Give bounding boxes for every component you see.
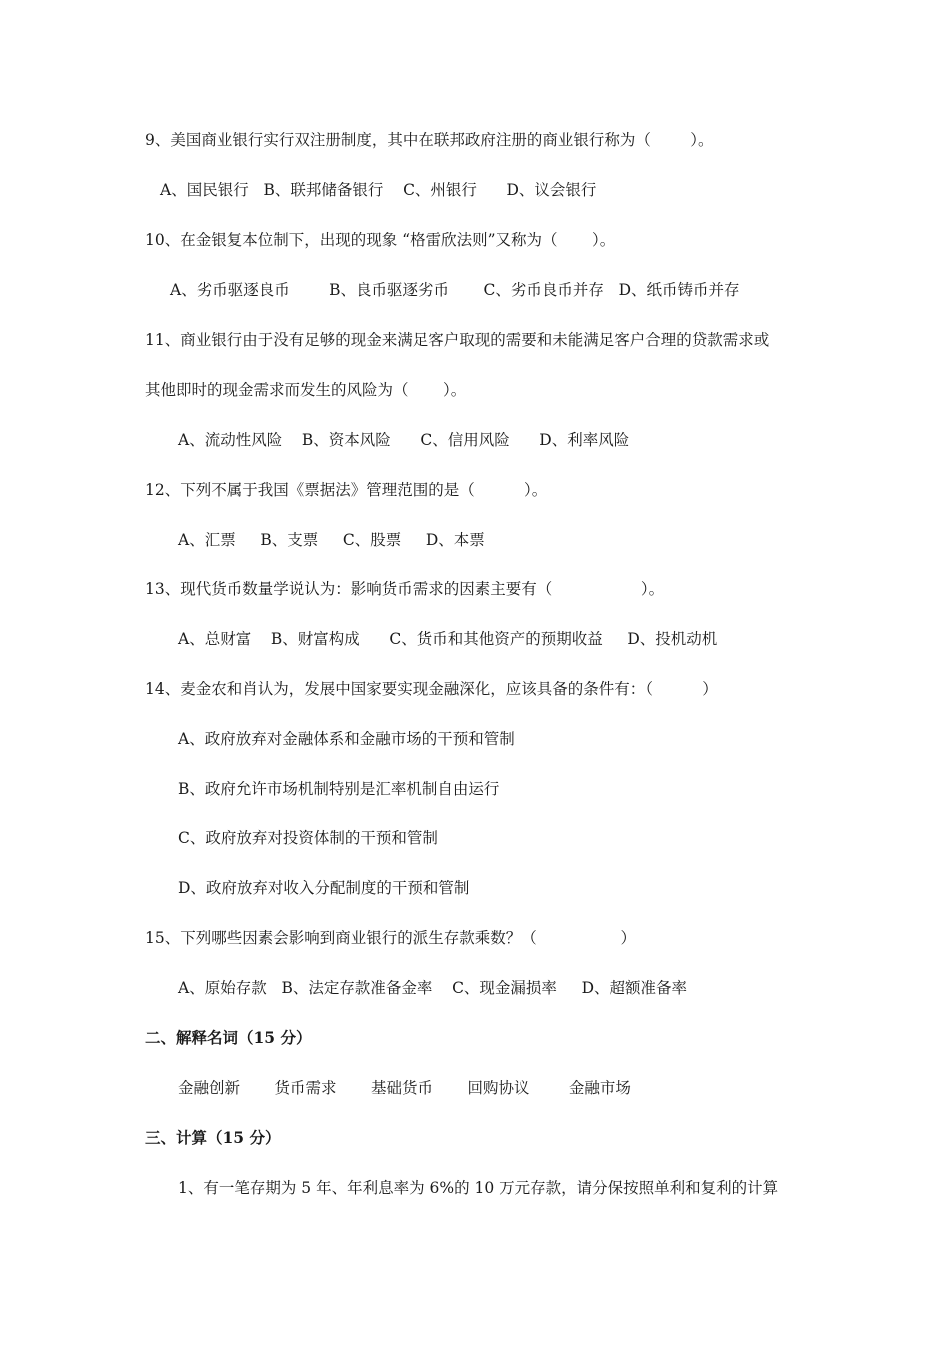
section-2-heading: 二、解释名词（15 分）	[145, 1028, 312, 1047]
question-13-stem: 13、现代货币数量学说认为：影响货币需求的因素主要有（ ）。	[145, 580, 665, 598]
question-10-stem: 10、在金银复本位制下，出现的现象 “格雷欣法则”又称为（ ）。	[145, 231, 616, 249]
question-9-options: A、国民银行 B、联邦储备银行 C、州银行 D、议会银行	[160, 181, 597, 199]
question-14-option-b: B、政府允许市场机制特别是汇率机制自由运行	[178, 780, 500, 798]
question-14-option-c: C、政府放弃对投资体制的干预和管制	[178, 829, 438, 847]
question-15-stem: 15、下列哪些因素会影响到商业银行的派生存款乘数？（ ）	[145, 929, 636, 947]
question-10-options: A、劣币驱逐良币 B、良币驱逐劣币 C、劣币良币并存 D、纸币铸币并存	[170, 281, 740, 299]
section-3-heading: 三、计算（15 分）	[145, 1128, 281, 1147]
section-2-terms: 金融创新 货币需求 基础货币 回购协议 金融市场	[178, 1079, 631, 1097]
question-11-stem-line1: 11、商业银行由于没有足够的现金来满足客户取现的需要和未能满足客户合理的贷款需求或	[145, 331, 770, 349]
question-9-stem: 9、美国商业银行实行双注册制度，其中在联邦政府注册的商业银行称为（ ）。	[145, 131, 714, 149]
question-14-stem: 14、麦金农和肖认为，发展中国家要实现金融深化，应该具备的条件有：（ ）	[145, 680, 718, 698]
question-14-option-a: A、政府放弃对金融体系和金融市场的干预和管制	[178, 730, 515, 748]
question-12-options: A、汇票 B、支票 C、股票 D、本票	[178, 531, 485, 549]
section-3-problem-1: 1、有一笔存期为 5 年、年利息率为 6%的 10 万元存款，请分保按照单利和复利的计算	[178, 1179, 779, 1197]
question-13-options: A、总财富 B、财富构成 C、货币和其他资产的预期收益 D、投机动机	[178, 630, 718, 648]
question-11-options: A、流动性风险 B、资本风险 C、信用风险 D、利率风险	[178, 431, 630, 449]
question-11-stem-line2: 其他即时的现金需求而发生的风险为（ ）。	[145, 381, 467, 399]
question-15-options: A、原始存款 B、法定存款准备金率 C、现金漏损率 D、超额准备率	[178, 979, 687, 997]
question-14-option-d: D、政府放弃对收入分配制度的干预和管制	[178, 879, 470, 897]
question-12-stem: 12、下列不属于我国《票据法》管理范围的是（ ）。	[145, 481, 548, 499]
